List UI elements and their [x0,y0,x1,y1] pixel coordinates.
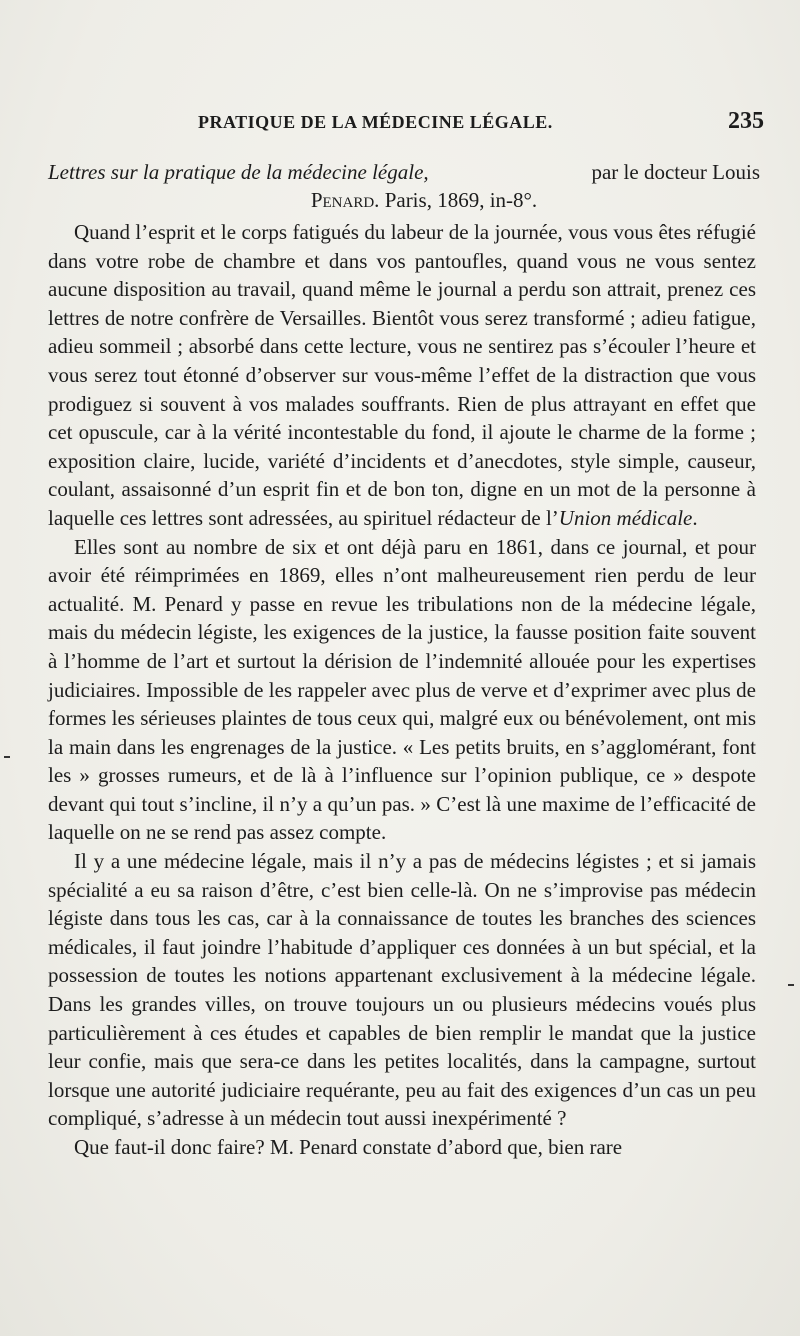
citation-author: Penard. [310,188,380,212]
paragraph-1-end: . [692,505,698,530]
journal-name: Union médicale [558,505,693,530]
body-text [48,218,756,1162]
citation-title: Lettres sur la pratique de la médecine légale, [48,160,429,184]
citation-details: Paris, 1869, in-8°. [384,188,538,212]
paragraph-4: Que faut-il donc faire? M. Penard constate d’abord que, bien rare [74,1135,623,1159]
citation-line-2 [48,186,760,214]
running-header-title: PRATIQUE DE LA MÉDECINE LÉGALE. [198,112,553,132]
paragraph-2: Elles sont au nombre de six et ont déjà paru en 1861, dans ce journal, et pour avoir été réimprimées en 1869, elles n’ont malheureusement rien perdu de leur actualité. M. Penard y passe en revue les tribulations non de la médecine légale, mais du médecin légiste, les exigences de la justice, la fausse position faite souvent à l’homme de l’art et surtout la dérision de l’indemnité allouée pour les expertises judiciaires. Impossible de les rappeler avec plus de verve et d’exprimer avec plus de formes les sérieuses plaintes de tous ceux qui, malgré eux ou bénévolement, ont mis la main dans les engrenages de la justice. « Les petits bruits, en s’agglomérant, font les » grosses rumeurs, et de là à l’influence sur l’opinion publique, ce » despote devant qui tout s’incline, il n’y a qu’un pas. » C’est là une maxime de l’efficacité de laquelle on ne se rend pas assez compte. [48,534,756,845]
citation-by: par le docteur Louis [591,160,760,184]
citation-line-1 [48,158,760,186]
bibliographic-citation [48,158,760,214]
margin-mark [788,984,794,986]
running-header [48,108,768,138]
paragraph-1 [48,218,756,533]
paragraph-3: Il y a une médecine légale, mais il n’y a pas de médecins légistes ; et si jamais spécialité a eu sa raison d’être, c’est bien celle-là. On ne s’improvise pas médecin légiste dans tous les cas, car à la connaissance de toutes les branches des sciences médicales, il faut joindre l’habitude d’appliquer ces données à un but spécial, et la possession de toutes les notions appartenant exclusivement à la médecine légale. Dans les grandes villes, on trouve toujours un ou plusieurs médecins voués plus particulièrement à ces études et capables de bien remplir le mandat que la justice leur confie, mais que sera-ce dans les petites localités, dans la campagne, surtout lorsque une autorité judiciaire requérante, peu au fait des exigences d’un cas un peu compliqué, s’adresse à un médecin tout aussi inexpérimenté ? [48,849,756,1131]
paragraph-1-text: Quand l’esprit et le corps fatigués du labeur de la journée, vous vous êtes réfugié dans votre robe de chambre et dans vos pantoufles, quand vous ne vous sentez aucune disposition au travail, quand même le journal a perdu son attrait, prenez ces lettres de notre confrère de Versailles. Bientôt vous serez transformé ; adieu fatigue, adieu sommeil ; absorbé dans cette lecture, vous ne sentirez pas s’écouler l’heure et vous serez tout étonné d’observer sur vous-même l’effet de la distraction que vous prodiguez si souvent à vos malades souffrants. Rien de plus attrayant en effet que cet opuscule, car à la vérité incontestable du fond, il ajoute le charme de la forme ; exposition claire, lucide, variété d’incidents et d’anecdotes, style simple, causeur, coulant, assaisonné d’un esprit fin et de bon ton, digne en un mot de la personne à laquelle ces lettres sont adressées, au spirituel rédacteur de l’ [48,220,756,530]
page-number: 235 [728,108,764,134]
margin-mark [4,756,10,758]
